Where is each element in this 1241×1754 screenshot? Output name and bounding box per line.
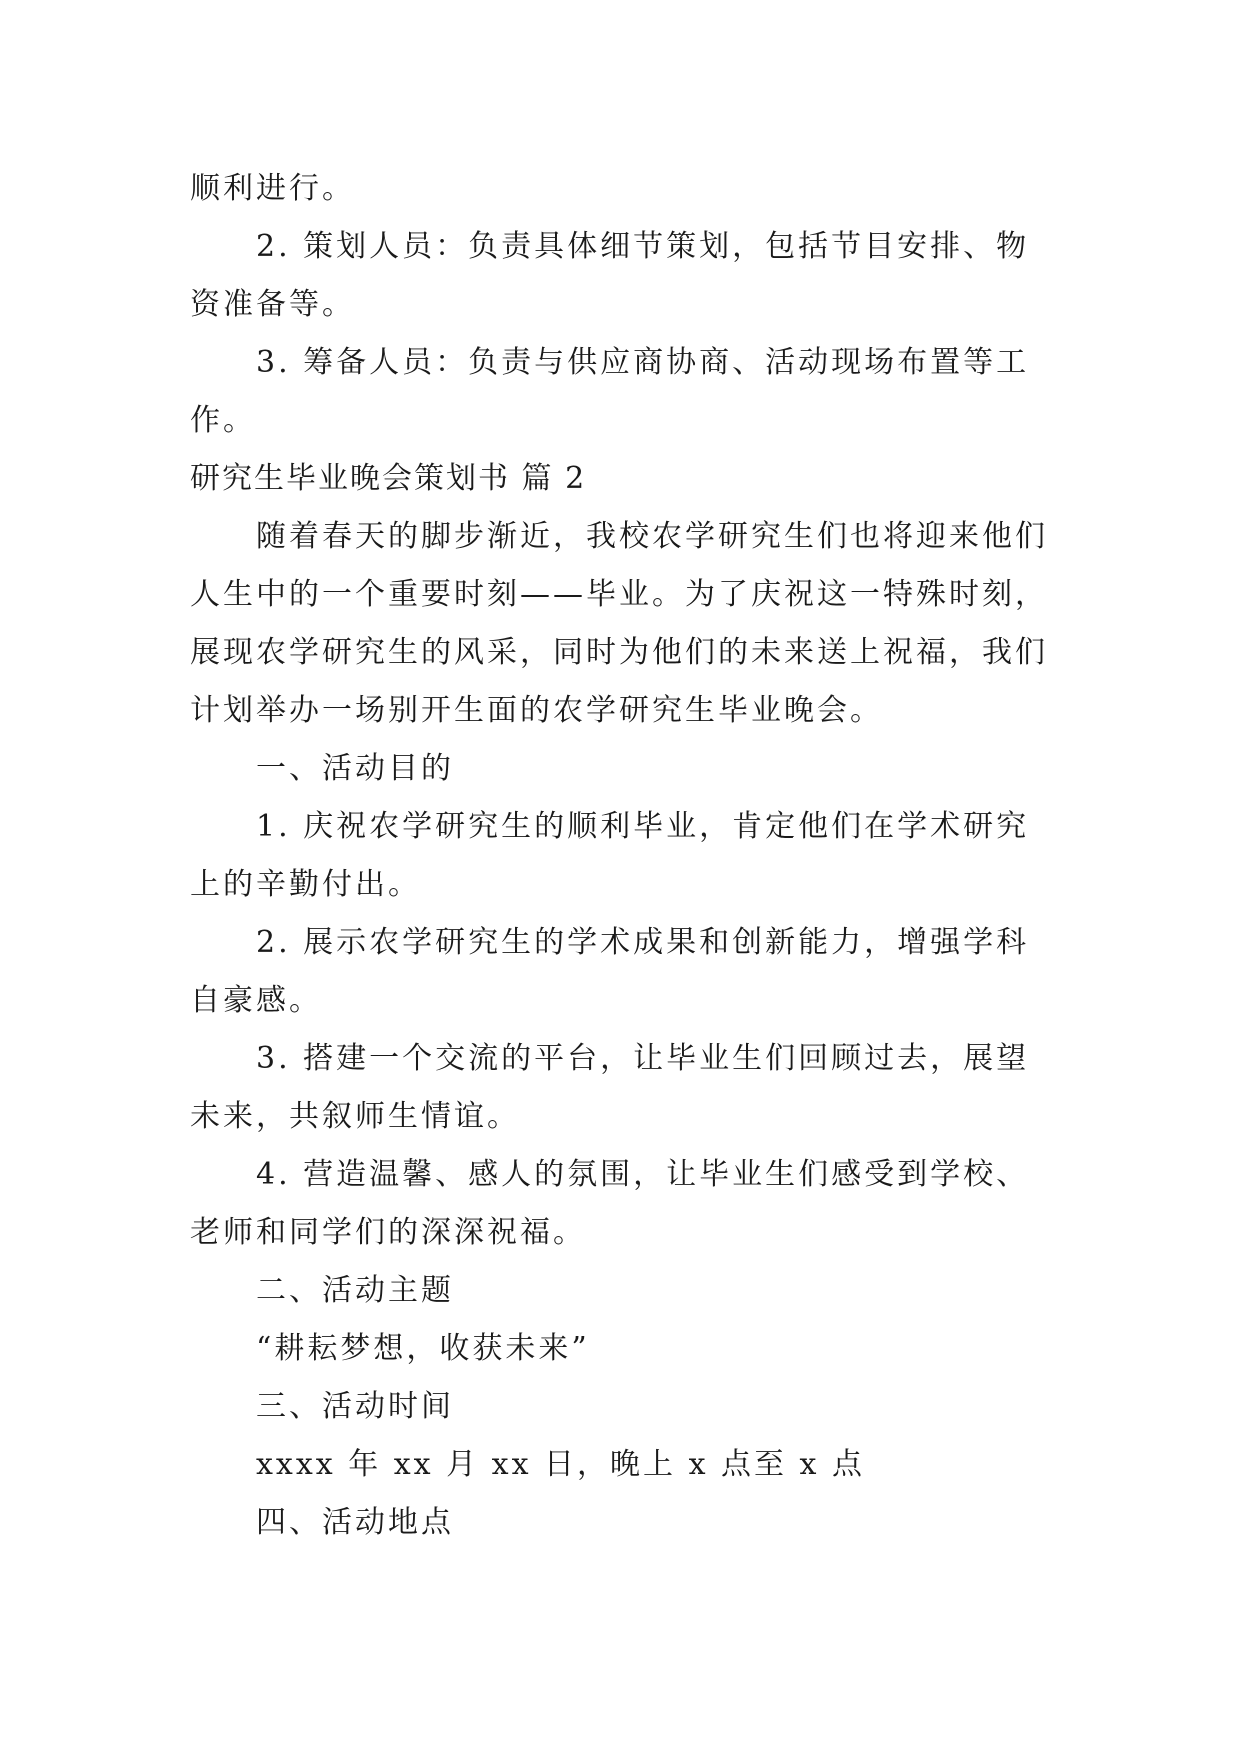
paragraph-line: 顺利进行。	[190, 171, 355, 206]
paragraph-line: 计划举办一场别开生面的农学研究生毕业晚会。	[190, 693, 883, 728]
list-item-line: 2. 展示农学研究生的学术成果和创新能力，增强学科	[256, 925, 1030, 960]
paragraph-line: 自豪感。	[190, 983, 322, 1018]
paragraph-line: 展现农学研究生的风采，同时为他们的未来送上祝福，我们	[190, 635, 1048, 670]
event-time: xxxx 年 xx 月 xx 日，晚上 x 点至 x 点	[256, 1447, 866, 1482]
list-item-line: 4. 营造温馨、感人的氛围，让毕业生们感受到学校、	[256, 1157, 1030, 1192]
paragraph-line: 人生中的一个重要时刻——毕业。为了庆祝这一特殊时刻，	[190, 577, 1048, 612]
paragraph-line: 资准备等。	[190, 287, 355, 322]
paragraph-line: 未来，共叙师生情谊。	[190, 1099, 520, 1134]
paragraph-line: 老师和同学们的深深祝福。	[190, 1215, 586, 1250]
paragraph-line: 上的辛勤付出。	[190, 867, 421, 902]
list-item-line: 3. 搭建一个交流的平台，让毕业生们回顾过去，展望	[256, 1041, 1030, 1076]
subheading: 二、活动主题	[256, 1273, 454, 1308]
paragraph-line: 随着春天的脚步渐近，我校农学研究生们也将迎来他们	[256, 519, 1048, 554]
list-item-line: 1. 庆祝农学研究生的顺利毕业，肯定他们在学术研究	[256, 809, 1030, 844]
theme-quote: “耕耘梦想，收获未来”	[256, 1331, 590, 1366]
section-title: 研究生毕业晚会策划书 篇 2	[190, 461, 587, 496]
list-item-line: 3. 筹备人员：负责与供应商协商、活动现场布置等工	[256, 345, 1030, 380]
subheading: 三、活动时间	[256, 1389, 454, 1424]
subheading: 一、活动目的	[256, 751, 454, 786]
subheading: 四、活动地点	[256, 1505, 454, 1540]
document-body	[190, 160, 1070, 1552]
paragraph-line: 作。	[190, 403, 256, 438]
list-item-line: 2. 策划人员：负责具体细节策划，包括节目安排、物	[256, 229, 1030, 264]
